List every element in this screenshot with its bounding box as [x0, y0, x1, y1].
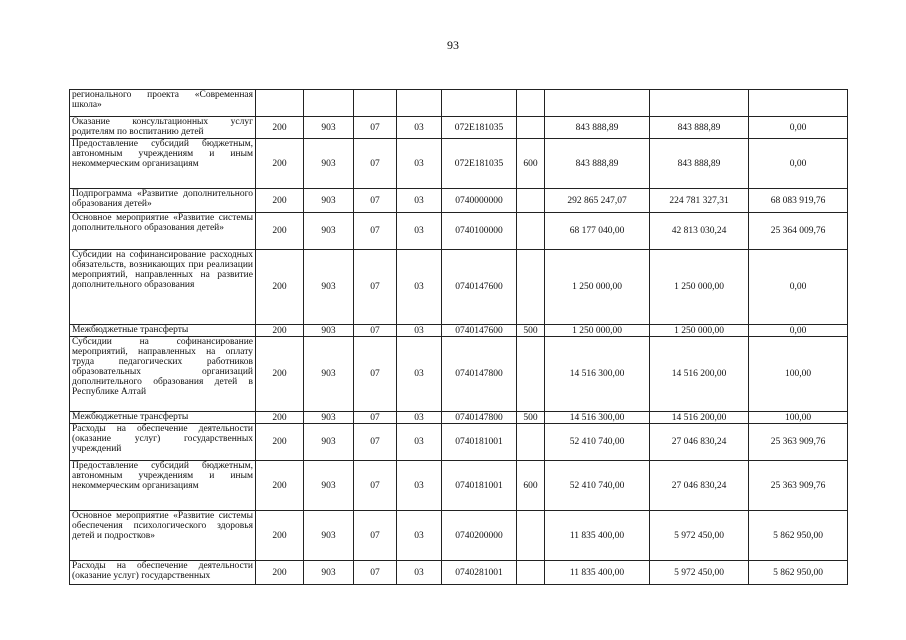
- code-cell: 0740147800: [442, 412, 517, 424]
- table-row: [70, 90, 848, 117]
- amount-cell: 1 250 000,00: [650, 250, 749, 325]
- row-name-cell: регионального проекта «Современная школа»: [70, 90, 256, 117]
- code-cell: 0740100000: [442, 213, 517, 250]
- amount-cell: 100,00: [749, 412, 848, 424]
- amount-cell: 0,00: [749, 250, 848, 325]
- code-cell: 07: [354, 250, 397, 325]
- code-cell: 0740147600: [442, 325, 517, 337]
- code-cell: 200: [256, 461, 304, 511]
- code-cell: 07: [354, 117, 397, 139]
- code-cell: [517, 117, 545, 139]
- table-row: [70, 139, 848, 189]
- table-row: [70, 337, 848, 412]
- table-row: [70, 117, 848, 139]
- code-cell: 903: [304, 250, 354, 325]
- row-name-cell: Предоставление субсидий бюджетным, автономным учреждениям и иным некоммерческим организациям: [70, 139, 256, 189]
- code-cell: 0740181001: [442, 424, 517, 461]
- amount-cell: 843 888,89: [650, 139, 749, 189]
- row-name-cell: Подпрограмма «Развитие дополнительного образования детей»: [70, 189, 256, 213]
- table-row: [70, 561, 848, 585]
- amount-cell: 224 781 327,31: [650, 189, 749, 213]
- code-cell: 03: [397, 139, 442, 189]
- amount-cell: 27 046 830,24: [650, 461, 749, 511]
- code-cell: 0740181001: [442, 461, 517, 511]
- table-row: [70, 511, 848, 561]
- code-cell: [354, 90, 397, 117]
- code-cell: 903: [304, 325, 354, 337]
- code-cell: [304, 90, 354, 117]
- table-row: [70, 461, 848, 511]
- row-name-cell: Основное мероприятие «Развитие системы обеспечения психологического здоровья детей и подростков»: [70, 511, 256, 561]
- page-number: 93: [447, 38, 459, 52]
- code-cell: 903: [304, 139, 354, 189]
- code-cell: 03: [397, 213, 442, 250]
- code-cell: 500: [517, 412, 545, 424]
- code-cell: 07: [354, 213, 397, 250]
- code-cell: 03: [397, 250, 442, 325]
- amount-cell: 52 410 740,00: [545, 461, 650, 511]
- amount-cell: 292 865 247,07: [545, 189, 650, 213]
- code-cell: 0740200000: [442, 511, 517, 561]
- code-cell: [517, 90, 545, 117]
- code-cell: 07: [354, 424, 397, 461]
- code-cell: 903: [304, 461, 354, 511]
- code-cell: 03: [397, 325, 442, 337]
- amount-cell: 5 862 950,00: [749, 511, 848, 561]
- code-cell: 903: [304, 189, 354, 213]
- code-cell: 0740147800: [442, 337, 517, 412]
- code-cell: 03: [397, 561, 442, 585]
- amount-cell: 52 410 740,00: [545, 424, 650, 461]
- code-cell: [442, 90, 517, 117]
- table-body: [70, 90, 848, 585]
- amount-cell: 1 250 000,00: [545, 325, 650, 337]
- code-cell: 03: [397, 117, 442, 139]
- code-cell: 200: [256, 424, 304, 461]
- code-cell: 03: [397, 424, 442, 461]
- code-cell: 200: [256, 337, 304, 412]
- amount-cell: 25 363 909,76: [749, 424, 848, 461]
- row-name-cell: Межбюджетные трансферты: [70, 325, 256, 337]
- amount-cell: 11 835 400,00: [545, 561, 650, 585]
- code-cell: 600: [517, 461, 545, 511]
- code-cell: 903: [304, 412, 354, 424]
- amount-cell: 68 083 919,76: [749, 189, 848, 213]
- code-cell: 03: [397, 412, 442, 424]
- row-name-cell: Субсидии на софинансирование расходных обязательств, возникающих при реализации мероприятий, направленных на развитие дополнительного образования: [70, 250, 256, 325]
- amount-cell: 14 516 300,00: [545, 412, 650, 424]
- code-cell: 200: [256, 511, 304, 561]
- amount-cell: 1 250 000,00: [545, 250, 650, 325]
- row-name-cell: Субсидии на софинансирование мероприятий, направленных на оплату труда педагогических работников образовательных организаций дополнительного образования детей в Республике Алтай: [70, 337, 256, 412]
- amount-cell: [749, 90, 848, 117]
- code-cell: 200: [256, 117, 304, 139]
- code-cell: 200: [256, 189, 304, 213]
- code-cell: [397, 90, 442, 117]
- code-cell: [256, 90, 304, 117]
- amount-cell: 25 363 909,76: [749, 461, 848, 511]
- amount-cell: 25 364 009,76: [749, 213, 848, 250]
- code-cell: 07: [354, 561, 397, 585]
- code-cell: 0740281001: [442, 561, 517, 585]
- row-name-cell: Расходы на обеспечение деятельности (оказание услуг) государственных учреждений: [70, 424, 256, 461]
- code-cell: 07: [354, 139, 397, 189]
- amount-cell: 14 516 300,00: [545, 337, 650, 412]
- amount-cell: 5 972 450,00: [650, 511, 749, 561]
- code-cell: [517, 561, 545, 585]
- table-row: [70, 325, 848, 337]
- code-cell: 03: [397, 461, 442, 511]
- amount-cell: 0,00: [749, 139, 848, 189]
- code-cell: 903: [304, 561, 354, 585]
- code-cell: 200: [256, 325, 304, 337]
- code-cell: 903: [304, 511, 354, 561]
- code-cell: 903: [304, 117, 354, 139]
- code-cell: [517, 213, 545, 250]
- amount-cell: 843 888,89: [650, 117, 749, 139]
- amount-cell: 68 177 040,00: [545, 213, 650, 250]
- code-cell: 07: [354, 325, 397, 337]
- code-cell: [517, 337, 545, 412]
- code-cell: 07: [354, 337, 397, 412]
- row-name-cell: Межбюджетные трансферты: [70, 412, 256, 424]
- code-cell: 03: [397, 511, 442, 561]
- code-cell: 03: [397, 337, 442, 412]
- code-cell: 903: [304, 337, 354, 412]
- amount-cell: 843 888,89: [545, 139, 650, 189]
- code-cell: [517, 189, 545, 213]
- row-name-cell: Основное мероприятие «Развитие системы дополнительного образования детей»: [70, 213, 256, 250]
- code-cell: 0740000000: [442, 189, 517, 213]
- code-cell: 072E181035: [442, 117, 517, 139]
- table-row: [70, 213, 848, 250]
- row-name-cell: Предоставление субсидий бюджетным, автономным учреждениям и иным некоммерческим организациям: [70, 461, 256, 511]
- code-cell: 07: [354, 189, 397, 213]
- amount-cell: [545, 90, 650, 117]
- amount-cell: 1 250 000,00: [650, 325, 749, 337]
- amount-cell: 0,00: [749, 117, 848, 139]
- code-cell: 07: [354, 412, 397, 424]
- code-cell: [517, 424, 545, 461]
- amount-cell: 42 813 030,24: [650, 213, 749, 250]
- code-cell: 903: [304, 213, 354, 250]
- amount-cell: 0,00: [749, 325, 848, 337]
- amount-cell: [650, 90, 749, 117]
- row-name-cell: Оказание консультационных услуг родителям по воспитанию детей: [70, 117, 256, 139]
- code-cell: 200: [256, 250, 304, 325]
- amount-cell: 100,00: [749, 337, 848, 412]
- amount-cell: 843 888,89: [545, 117, 650, 139]
- amount-cell: 14 516 200,00: [650, 337, 749, 412]
- code-cell: 07: [354, 461, 397, 511]
- table-row: [70, 424, 848, 461]
- table-row: [70, 250, 848, 325]
- amount-cell: 5 862 950,00: [749, 561, 848, 585]
- code-cell: 200: [256, 561, 304, 585]
- code-cell: 200: [256, 412, 304, 424]
- code-cell: 03: [397, 189, 442, 213]
- amount-cell: 14 516 200,00: [650, 412, 749, 424]
- table-row: [70, 412, 848, 424]
- amount-cell: 11 835 400,00: [545, 511, 650, 561]
- row-name-cell: Расходы на обеспечение деятельности (оказание услуг) государственных: [70, 561, 256, 585]
- code-cell: 600: [517, 139, 545, 189]
- code-cell: 200: [256, 139, 304, 189]
- code-cell: 903: [304, 424, 354, 461]
- code-cell: [517, 250, 545, 325]
- table-row: [70, 189, 848, 213]
- code-cell: 0740147600: [442, 250, 517, 325]
- code-cell: 072E181035: [442, 139, 517, 189]
- amount-cell: 5 972 450,00: [650, 561, 749, 585]
- code-cell: [517, 511, 545, 561]
- code-cell: 500: [517, 325, 545, 337]
- code-cell: 07: [354, 511, 397, 561]
- budget-table: [69, 89, 848, 585]
- amount-cell: 27 046 830,24: [650, 424, 749, 461]
- code-cell: 200: [256, 213, 304, 250]
